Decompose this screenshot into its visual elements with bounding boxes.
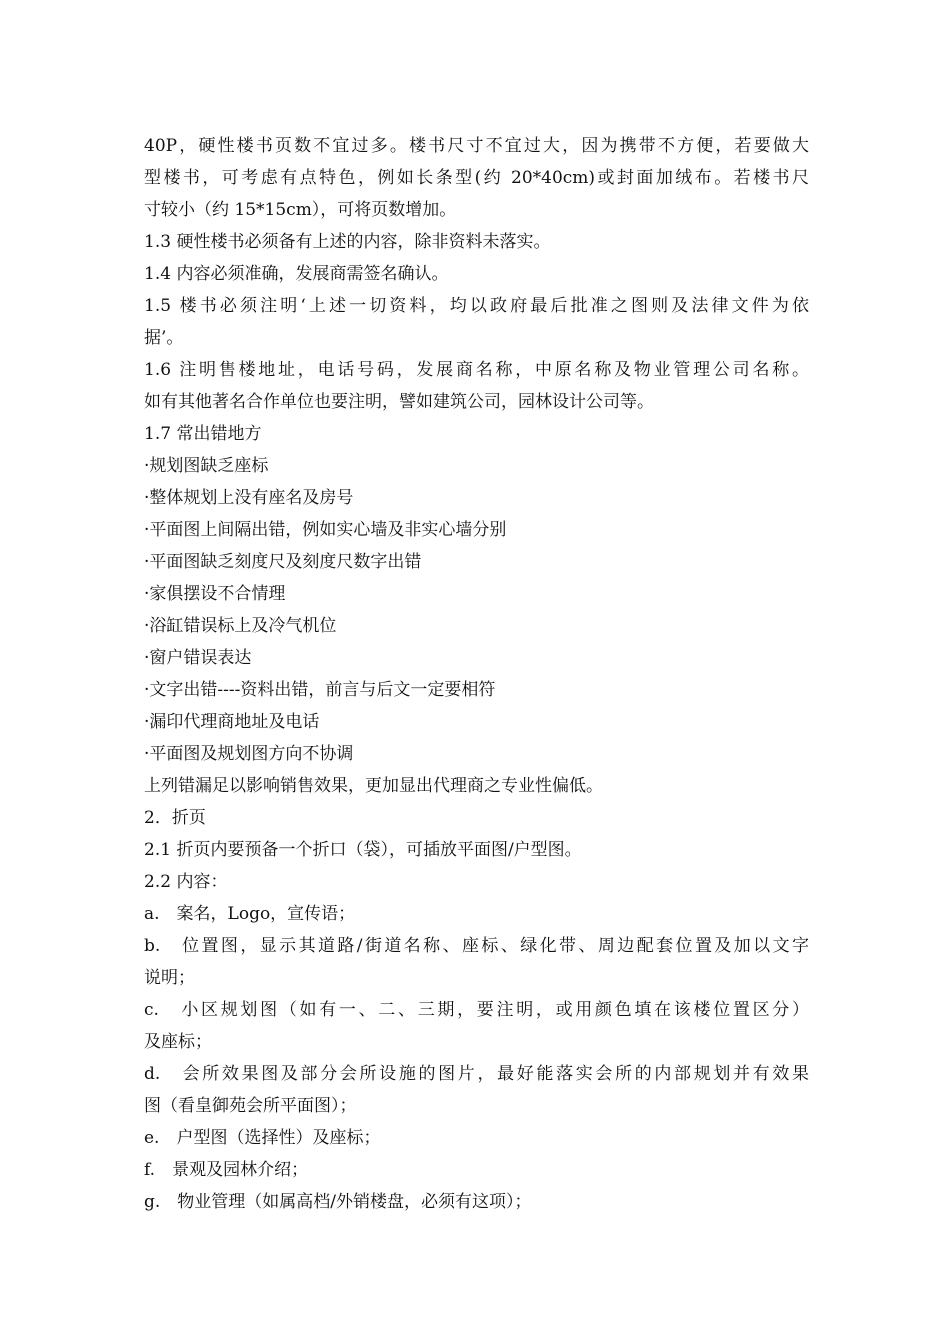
text-line: 上列错漏足以影响销售效果，更加显出代理商之专业性偏低。	[144, 776, 603, 796]
list-item: ·平面图上间隔出错，例如实心墙及非实心墙分别	[144, 520, 507, 540]
text-line: 寸较小（约 15*15cm），可将页数增加。	[144, 200, 457, 220]
text-line: 1.3 硬性楼书必须备有上述的内容，除非资料未落实。	[144, 232, 551, 252]
section-heading: 1.7 常出错地方	[144, 424, 262, 444]
list-item: ·文字出错----资料出错，前言与后文一定要相符	[144, 680, 496, 700]
list-item: d. 会所效果图及部分会所设施的图片，最好能落实会所的内部规划并有效果	[144, 1064, 809, 1084]
text-line: 40P，硬性楼书页数不宜过多。楼书尺寸不宜过大，因为携带不方便，若要做大	[144, 136, 809, 156]
text-line: 及座标；	[144, 1032, 212, 1052]
text-line: 型楼书，可考虑有点特色，例如长条型(约 20*40cm)或封面加绒布。若楼书尺	[144, 168, 809, 188]
list-item: ·家俱摆设不合情理	[144, 584, 286, 604]
text-line: 说明；	[144, 968, 195, 988]
list-item: ·平面图缺乏刻度尺及刻度尺数字出错	[144, 552, 422, 572]
text-line: 2.1 折页内要预备一个折口（袋），可插放平面图/户型图。	[144, 840, 582, 860]
list-item: ·窗户错误表达	[144, 648, 252, 668]
text-line: 如有其他著名合作单位也要注明，譬如建筑公司，园林设计公司等。	[144, 392, 654, 412]
list-item: ·平面图及规划图方向不协调	[144, 744, 354, 764]
text-line: 1.5 楼书必须注明‘上述一切资料，均以政府最后批准之图则及法律文件为依	[144, 296, 809, 316]
list-item: e. 户型图（选择性）及座标；	[144, 1128, 381, 1148]
list-item: c. 小区规划图（如有一、二、三期，要注明，或用颜色填在该楼位置区分）	[144, 1000, 809, 1020]
document-page	[144, 130, 809, 1218]
list-item: ·规划图缺乏座标	[144, 456, 269, 476]
text-line: 1.6 注明售楼地址，电话号码，发展商名称，中原名称及物业管理公司名称。	[144, 360, 809, 380]
list-item: g. 物业管理（如属高档/外销楼盘，必须有这项）；	[144, 1192, 532, 1212]
list-item: ·浴缸错误标上及冷气机位	[144, 616, 337, 636]
text-line: 1.4 内容必须准确，发展商需签名确认。	[144, 264, 449, 284]
list-item: f. 景观及园林介绍；	[144, 1160, 309, 1180]
list-item: ·整体规划上没有座名及房号	[144, 488, 354, 508]
list-item: a. 案名，Logo，宣传语；	[144, 904, 356, 924]
list-item: ·漏印代理商地址及电话	[144, 712, 320, 732]
list-item: b. 位置图，显示其道路/街道名称、座标、绿化带、周边配套位置及加以文字	[144, 936, 809, 956]
section-heading: 2．折页	[144, 808, 206, 828]
text-line: 据’。	[144, 328, 184, 348]
text-line: 图（看皇御苑会所平面图）；	[144, 1096, 357, 1116]
text-line: 2.2 内容：	[144, 872, 228, 892]
